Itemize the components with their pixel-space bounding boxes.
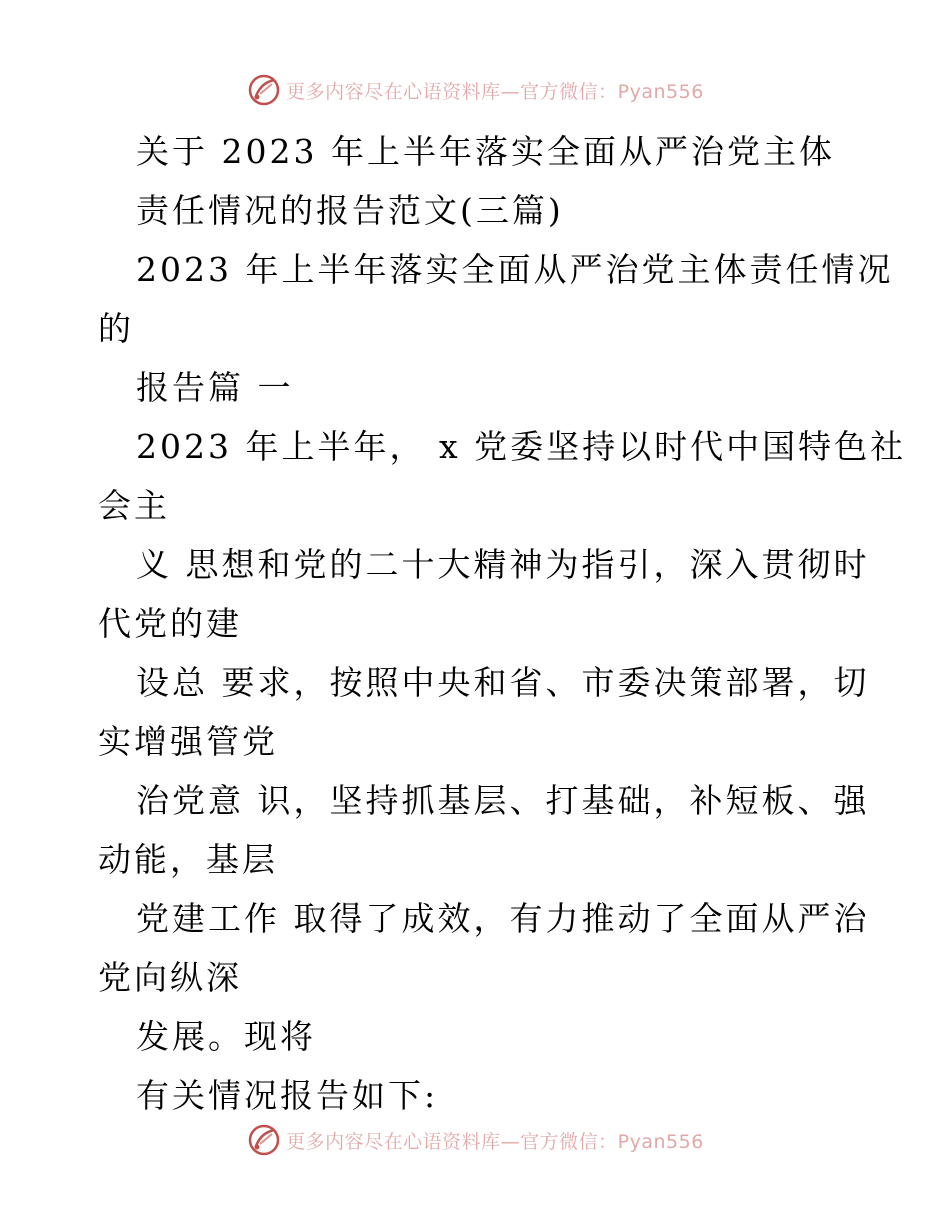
paragraph-line: 党建工作 取得了成效，有力推动了全面从严治 <box>136 899 870 938</box>
watermark-footer <box>0 1120 950 1160</box>
seal-logo-icon <box>246 1122 282 1158</box>
paragraph-line: 实增强管党 <box>98 722 278 761</box>
section-heading: 报告篇 一 <box>136 368 294 407</box>
watermark-text: 更多内容尽在心语资料库—官方微信：Pyan556 <box>286 1130 704 1153</box>
paragraph-line: 设总 要求，按照中央和省、市委决策部署，切 <box>136 663 870 702</box>
document-body <box>98 122 907 1125</box>
paragraph-line: 代党的建 <box>98 604 242 643</box>
paragraph-line: 发展。现将 <box>136 1017 316 1056</box>
paragraph-line: 有关情况报告如下: <box>136 1076 439 1115</box>
title-line: 责任情况的报告范文(三篇) <box>136 191 564 230</box>
watermark-header <box>0 70 950 110</box>
paragraph-line: 会主 <box>98 486 170 525</box>
paragraph-line: 的 <box>98 309 134 348</box>
watermark-text: 更多内容尽在心语资料库—官方微信：Pyan556 <box>286 80 704 103</box>
paragraph-line: 党向纵深 <box>98 958 242 997</box>
paragraph-line: 动能，基层 <box>98 840 278 879</box>
seal-logo-icon <box>246 72 282 108</box>
title-line: 关于 2023 年上半年落实全面从严治党主体 <box>136 132 835 171</box>
paragraph-line: 2023 年上半年， x 党委坚持以时代中国特色社 <box>136 427 907 466</box>
paragraph-line: 义 思想和党的二十大精神为指引，深入贯彻时 <box>136 545 870 584</box>
paragraph-line: 2023 年上半年落实全面从严治党主体责任情况 <box>136 250 894 289</box>
paragraph-line: 治党意 识，坚持抓基层、打基础，补短板、强 <box>136 781 870 820</box>
